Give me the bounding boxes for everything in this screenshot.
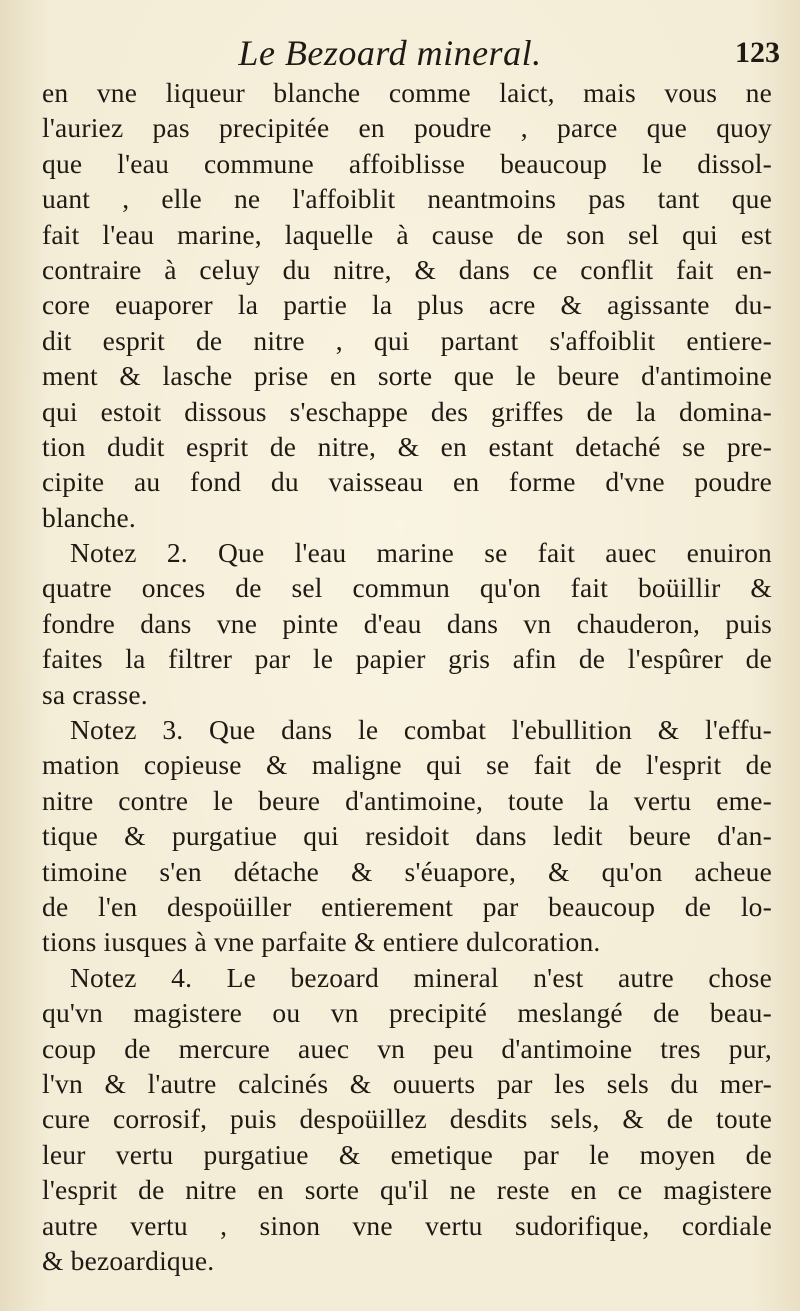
text-line: qui estoit dissous s'eschappe des griffes de la domina- [42,395,772,427]
text-line: ment & lasche prise en sorte que le beure d'antimoine [42,360,772,392]
text-line: tique & purgatiue qui residoit dans ledit beure d'an- [42,820,772,852]
text-line: & bezoardique. [42,1244,215,1276]
body-text [42,75,772,1278]
text-line: cure corrosif, puis despoüillez desdits sels, & de toute [42,1103,772,1135]
text-line: core euaporer la partie la plus acre & agissante du- [42,289,772,321]
text-line: qu'vn magistere ou vn precipité meslangé de beau- [42,997,772,1029]
text-line: faites la filtrer par le papier gris afin de l'espûrer de [42,643,772,675]
text-line: coup de mercure auec vn peu d'antimoine tres pur, [42,1032,772,1064]
text-line: tion dudit esprit de nitre, & en estant detaché se pre- [42,430,772,462]
text-line: uant , elle ne l'affoiblit neantmoins pas tant que [42,183,772,215]
text-line: contraire à celuy du nitre, & dans ce conflit fait en- [42,253,772,285]
text-line: de l'en despoüiller entierement par beaucoup de lo- [42,890,772,922]
text-line: timoine s'en détache & s'éuapore, & qu'on acheue [42,855,772,887]
running-title: Le Bezoard mineral. [238,33,542,73]
page-header [0,28,800,78]
text-line: tions iusques à vne parfaite & entiere dulcoration. [42,926,601,958]
page-number: 123 [735,36,780,69]
text-line: l'vn & l'autre calcinés & ouuerts par les sels du mer- [42,1067,772,1099]
text-line: nitre contre le beure d'antimoine, toute la vertu eme- [42,784,772,816]
text-line: l'esprit de nitre en sorte qu'il ne reste en ce magistere [42,1174,772,1206]
text-line: cipite au fond du vaisseau en forme d'vne poudre [42,466,772,498]
text-line: leur vertu purgatiue & emetique par le moyen de [42,1138,772,1170]
text-line: en vne liqueur blanche comme laict, mais vous ne [42,77,772,108]
note-3-heading-line: Notez 3. Que dans le combat l'ebullition & l'effu- [70,714,772,746]
note-4-heading-line: Notez 4. Le bezoard mineral n'est autre chose [70,961,772,993]
text-line: mation copieuse & maligne qui se fait de l'esprit de [42,749,772,781]
note-2-heading-line: Notez 2. Que l'eau marine se fait auec enuiron [70,537,772,569]
text-line: fait l'eau marine, laquelle à cause de son sel qui est [42,218,772,250]
text-line: fondre dans vne pinte d'eau dans vn chauderon, puis [42,607,772,639]
text-line: dit esprit de nitre , qui partant s'affoiblit entiere- [42,324,772,356]
text-line: quatre onces de sel commun qu'on fait boüillir & [42,572,772,604]
text-line: l'auriez pas precipitée en poudre , parce que quoy [42,112,772,144]
text-line: sa crasse. [42,678,148,710]
text-line: que l'eau commune affoiblisse beaucoup le dissol- [42,147,772,179]
text-line: blanche. [42,501,136,533]
text-line: autre vertu , sinon vne vertu sudorifique, cordiale [42,1209,772,1241]
